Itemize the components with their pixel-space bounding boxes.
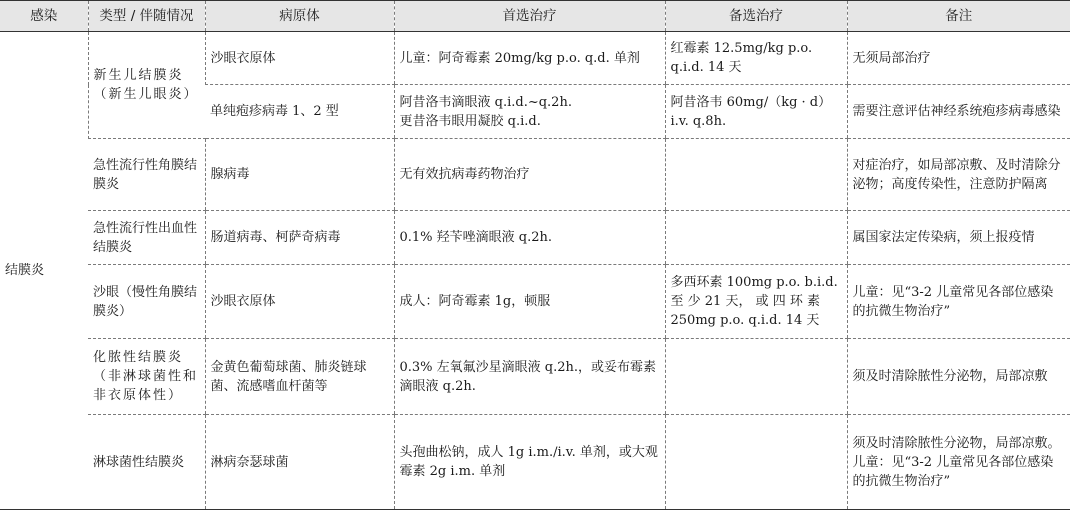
pathogen-cell: 金黄色葡萄球菌、肺炎链球菌、流感嗜血杆菌等 [205,339,394,415]
first-choice-cell: 儿童：阿奇霉素 20mg/kg p.o. q.d. 单剂 [394,32,665,85]
first-choice-cell: 头孢曲松钠，成人 1g i.m./i.v. 单剂，或大观霉素 2g i.m. 单剂 [394,415,665,510]
notes-cell: 无须局部治疗 [847,32,1070,85]
notes-line: 须及时清除脓性分泌物，局部凉敷。 [852,435,1061,451]
alternative-cell: 红霉素 12.5mg/kg p.o. q.i.d. 14 天 [665,32,847,85]
alternative-cell [665,415,847,510]
type-cell: 化脓性结膜炎（非淋球菌性和非衣原体性） [88,339,205,415]
header-infection: 感染 [0,1,88,32]
notes-cell [847,415,1070,510]
type-cell: 沙眼（慢性角膜结膜炎） [88,265,205,339]
first-choice-cell: 成人：阿奇霉素 1g，顿服 [394,265,665,339]
notes-line: 儿童：见“3-2 儿童常见各部位感染的抗微生物治疗” [852,454,1054,489]
header-pathogen: 病原体 [205,1,394,32]
pathogen-cell: 沙眼衣原体 [205,265,394,339]
type-cell: 新生儿结膜炎（新生儿眼炎） [88,32,205,139]
notes-cell: 须及时清除脓性分泌物，局部凉敷 [847,339,1070,415]
notes-cell: 属国家法定传染病，须上报疫情 [847,211,1070,265]
first-choice-line: 阿昔洛韦滴眼液 q.i.d.~q.2h. [399,94,572,110]
header-first-choice: 首选治疗 [394,1,665,32]
first-choice-cell [394,85,665,139]
type-cell: 急性流行性角膜结膜炎 [88,139,205,211]
notes-cell: 需要注意评估神经系统疱疹病毒感染 [847,85,1070,139]
alternative-cell [665,211,847,265]
table-row [0,32,1070,85]
alternative-cell: 多西环素 100mg p.o. b.i.d. 至 少 21 天， 或 四 环 素 250mg p.o. q.i.d. 14 天 [665,265,847,339]
pathogen-cell: 淋病奈瑟球菌 [205,415,394,510]
notes-cell: 对症治疗，如局部凉敷、及时清除分泌物；高度传染性，注意防护隔离 [847,139,1070,211]
pathogen-cell: 沙眼衣原体 [205,32,394,85]
table-row [0,339,1070,415]
type-cell: 急性流行性出血性结膜炎 [88,211,205,265]
table-row [0,139,1070,211]
table-row [0,415,1070,510]
first-choice-cell: 0.1% 羟苄唑滴眼液 q.2h. [394,211,665,265]
table-row [0,211,1070,265]
type-cell: 淋球菌性结膜炎 [88,415,205,510]
header-notes: 备注 [847,1,1070,32]
alternative-cell [665,139,847,211]
header-type: 类型 / 伴随情况 [88,1,205,32]
pathogen-cell: 肠道病毒、柯萨奇病毒 [205,211,394,265]
first-choice-cell: 无有效抗病毒药物治疗 [394,139,665,211]
header-row [0,1,1070,32]
table-row [0,265,1070,339]
infection-cell: 结膜炎 [0,32,88,510]
pathogen-cell: 腺病毒 [205,139,394,211]
header-alternative: 备选治疗 [665,1,847,32]
first-choice-cell: 0.3% 左氧氟沙星滴眼液 q.2h.，或妥布霉素滴眼液 q.2h. [394,339,665,415]
notes-cell: 儿童：见“3-2 儿童常见各部位感染的抗微生物治疗” [847,265,1070,339]
alternative-cell: 阿昔洛韦 60mg/（kg · d）i.v. q.8h. [665,85,847,139]
first-choice-line: 更昔洛韦眼用凝胶 q.i.d. [399,113,541,129]
alternative-cell [665,339,847,415]
pathogen-cell: 单纯疱疹病毒 1、2 型 [205,85,394,139]
